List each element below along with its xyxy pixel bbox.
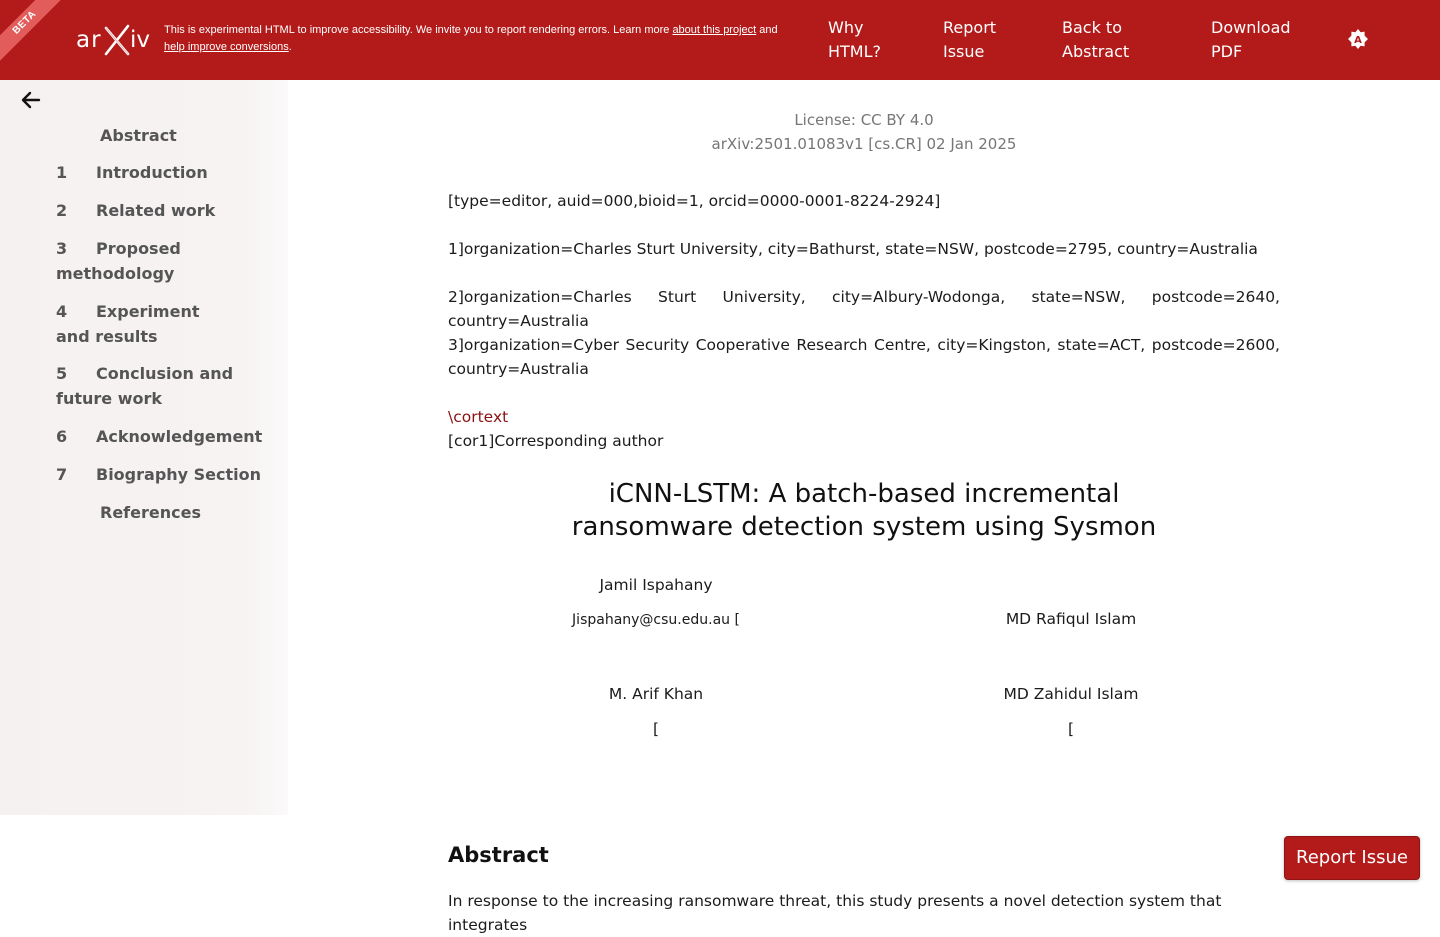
toc-label: Related work	[96, 201, 216, 220]
toc-label: Introduction	[96, 163, 208, 182]
paper-title	[448, 478, 1280, 544]
editor-line: [type=editor, auid=000,bioid=1, orcid=0000-0001-8224-2924]	[448, 192, 941, 210]
toc-introduction[interactable]	[56, 160, 271, 185]
abstract-text	[448, 892, 1280, 934]
notice-text: This is experimental HTML to improve accessibility. We invite you to report rendering errors. Learn more	[164, 24, 673, 36]
toc-number: 3	[56, 239, 68, 258]
toc-number: 6	[56, 427, 68, 446]
toc-label: Acknowledgement	[96, 427, 263, 446]
help-improve-link[interactable]: help improve conversions	[164, 41, 289, 53]
notice-text-end: .	[288, 41, 292, 53]
author-name: Jamil Ispahany	[599, 576, 713, 594]
author-affiliation: [	[1067, 720, 1075, 738]
license-text: License: CC BY 4.0	[794, 111, 934, 129]
author-affiliation: [	[652, 720, 660, 738]
cortext-command: \cortext	[448, 408, 509, 426]
toc-abstract[interactable]	[100, 123, 315, 148]
organization-2: 2]organization=Charles Sturt University, city=Albury-Wodonga, state=NSW, postcode=2640, country=Australia	[448, 288, 1280, 330]
svg-text:iv: iv	[130, 27, 151, 53]
title-line-2: ransomware detection system using Sysmon	[571, 512, 1157, 542]
toc-number: 2	[56, 201, 68, 220]
toc-number: 5	[56, 364, 68, 383]
back-to-abstract-link[interactable]	[1062, 16, 1129, 64]
download-pdf-link[interactable]	[1211, 16, 1291, 64]
author-name: MD Zahidul Islam	[1003, 685, 1139, 703]
corresponding-author-note: [cor1]Corresponding author	[448, 432, 664, 450]
report-issue-link[interactable]	[943, 16, 996, 64]
contrast-icon[interactable]	[1346, 27, 1370, 51]
toc-label: Biography Section	[96, 465, 262, 484]
author-name: M. Arif Khan	[608, 685, 704, 703]
top-banner	[0, 0, 1440, 80]
table-of-contents	[0, 80, 288, 815]
toc-related-work[interactable]	[56, 198, 271, 223]
toc-label: Abstract	[100, 126, 177, 145]
organization-1: 1]organization=Charles Sturt University, city=Bathurst, state=NSW, postcode=2795, country=Australia	[448, 240, 1258, 258]
abstract-first-line: In response to the increasing ransomware threat, this study presents a novel detection system that integrates	[448, 892, 1222, 934]
toc-experiment-results[interactable]	[56, 299, 231, 349]
why-html-line2: HTML?	[828, 42, 882, 61]
why-html-link[interactable]	[828, 16, 881, 64]
toc-number: 4	[56, 302, 68, 321]
title-line-1: iCNN-LSTM: A batch-based incremental	[608, 479, 1120, 509]
why-html-line1: Why	[828, 18, 864, 37]
author-name: MD Rafiqul Islam	[1005, 610, 1137, 628]
toc-references[interactable]	[100, 500, 315, 525]
toc-number: 7	[56, 465, 68, 484]
author-email: Jispahany@csu.edu.au [	[572, 612, 740, 628]
arxiv-id: arXiv:2501.01083v1 [cs.CR] 02 Jan 2025	[711, 135, 1017, 153]
about-project-link[interactable]: about this project	[672, 24, 757, 36]
svg-text:A: A	[1354, 35, 1362, 46]
back-to-abstract-line1: Back to	[1062, 18, 1122, 37]
experimental-notice	[164, 22, 804, 56]
toc-label: Conclusion and future work	[56, 364, 234, 408]
svg-text:ar: ar	[76, 27, 102, 53]
notice-text-mid: and	[756, 24, 778, 36]
toc-acknowledgement[interactable]	[56, 424, 271, 449]
toc-label: Proposed methodology	[56, 239, 181, 283]
toc-proposed-methodology[interactable]	[56, 236, 216, 286]
toc-number: 1	[56, 163, 68, 182]
beta-ribbon	[0, 0, 80, 80]
toc-label: References	[100, 503, 201, 522]
back-to-abstract-line2: Abstract	[1062, 42, 1130, 61]
cortext-block	[448, 405, 1280, 453]
toc-biography[interactable]	[56, 462, 271, 487]
report-issue-line1: Report	[943, 18, 997, 37]
organization-3: 3]organization=Cyber Security Cooperative Research Centre, city=Kingston, state=ACT, postcode=2600, country=Australia	[448, 336, 1280, 378]
report-issue-line2: Issue	[943, 42, 985, 61]
toc-label: Experiment and results	[56, 302, 200, 346]
abstract-heading: Abstract	[448, 843, 549, 867]
toc-conclusion[interactable]	[56, 361, 271, 411]
arxiv-logo[interactable]	[76, 22, 154, 58]
report-issue-button[interactable]: Report Issue	[1284, 836, 1420, 880]
download-pdf-line1: Download	[1211, 18, 1291, 37]
download-pdf-line2: PDF	[1211, 42, 1243, 61]
beta-label: BETA	[0, 0, 70, 68]
arrow-left-icon[interactable]	[20, 90, 42, 110]
